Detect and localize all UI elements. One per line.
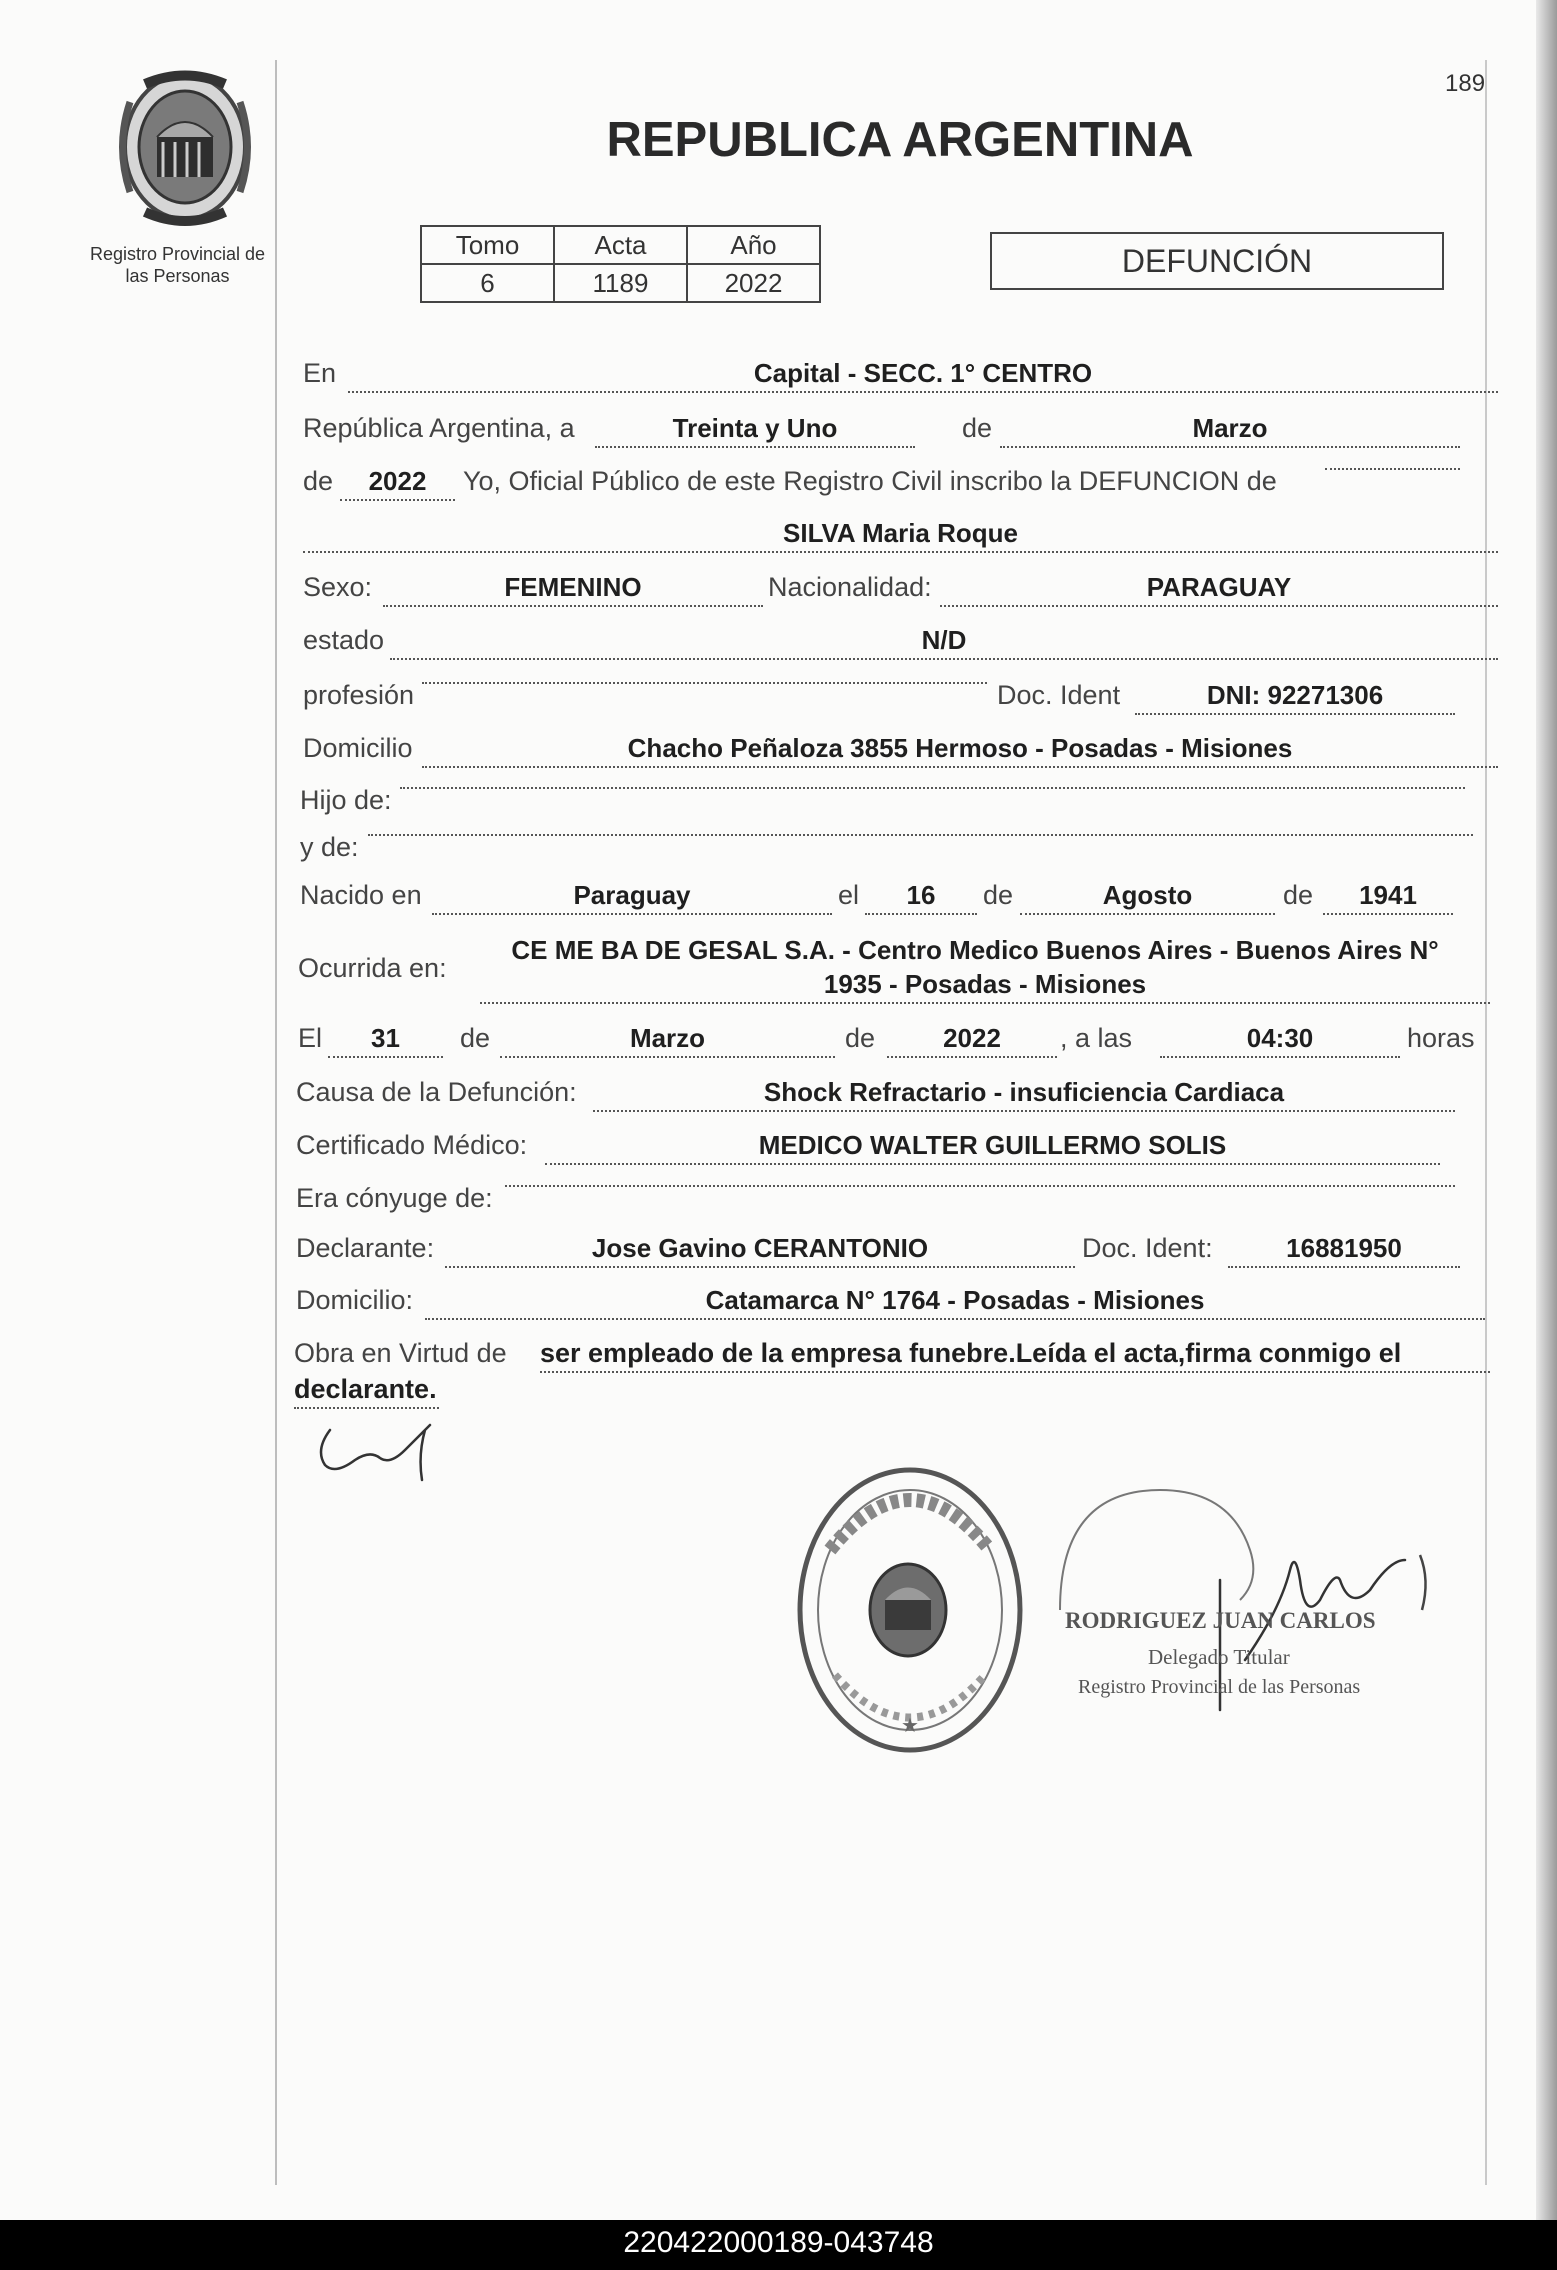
- registry-label-line2: las Personas: [125, 266, 230, 286]
- field-declarante-doc: 16881950: [1228, 1233, 1460, 1268]
- label-nacido-en: Nacido en: [300, 880, 422, 910]
- label-nacionalidad: Nacionalidad:: [768, 572, 932, 602]
- field-obra-line1: ser empleado de la empresa funebre.Leída el acta,firma conmigo el: [540, 1338, 1490, 1373]
- field-profesion: [422, 680, 987, 684]
- label-y-de: y de:: [300, 832, 359, 862]
- registry-label: [70, 243, 285, 287]
- main-title: REPUBLICA ARGENTINA: [606, 113, 1194, 167]
- field-def-anio: 2022: [887, 1023, 1057, 1058]
- label-ocurrida-en: Ocurrida en:: [298, 953, 447, 983]
- field-causa: Shock Refractario - insuficiencia Cardiaca: [593, 1077, 1455, 1112]
- scan-edge-shadow: [1536, 0, 1557, 2220]
- label-de-mes: de: [962, 413, 993, 443]
- label-yo-oficial: Yo, Oficial Público de este Registro Civil inscribo la DEFUNCION de: [463, 466, 1277, 496]
- field-sexo: FEMENINO: [383, 572, 763, 607]
- official-name: RODRIGUEZ JUAN CARLOS: [1065, 1608, 1376, 1633]
- field-certificado: MEDICO WALTER GUILLERMO SOLIS: [545, 1130, 1440, 1165]
- field-dia-texto: Treinta y Uno: [595, 413, 915, 448]
- field-dni: DNI: 92271306: [1135, 680, 1455, 715]
- field-ocurrida-line1: CE ME BA DE GESAL S.A. - Centro Medico Buenos Aires - Buenos Aires N°: [511, 935, 1439, 965]
- label-el-nac: el: [838, 880, 860, 910]
- field-hora: 04:30: [1160, 1023, 1400, 1058]
- label-sexo: Sexo:: [303, 572, 373, 602]
- label-causa: Causa de la Defunción:: [296, 1077, 577, 1107]
- field-nacido-en: Paraguay: [432, 880, 832, 915]
- label-de-nac-mes: de: [983, 880, 1014, 910]
- label-declarante: Declarante:: [296, 1233, 435, 1263]
- label-el-def: El: [298, 1023, 323, 1053]
- label-profesion: profesión: [303, 680, 415, 710]
- label-certificado: Certificado Médico:: [296, 1130, 528, 1160]
- field-hijo-de: [400, 785, 1465, 789]
- field-ocurrida-line2: 1935 - Posadas - Misiones: [480, 969, 1490, 1004]
- field-y-de: [368, 832, 1473, 836]
- field-def-mes: Marzo: [500, 1023, 835, 1058]
- label-obra: Obra en Virtud de: [294, 1338, 507, 1368]
- label-de-def-mes: de: [460, 1023, 491, 1053]
- field-def-dia: 31: [328, 1023, 443, 1058]
- field-nac-dia: 16: [865, 880, 977, 915]
- official-org: Registro Provincial de las Personas: [1078, 1676, 1361, 1698]
- field-obra-line2: declarante.: [294, 1374, 439, 1409]
- field-declarante-domicilio: Catamarca N° 1764 - Posadas - Misiones: [425, 1285, 1485, 1320]
- registry-label-line1: Registro Provincial de: [89, 244, 266, 264]
- field-conyuge: [505, 1183, 1455, 1187]
- acta-reference-table: [420, 225, 821, 303]
- label-conyuge: Era cónyuge de:: [296, 1183, 493, 1213]
- label-doc-ident-declarante: Doc. Ident:: [1082, 1233, 1213, 1263]
- field-nac-mes: Agosto: [1020, 880, 1275, 915]
- label-doc-ident: Doc. Ident: [997, 680, 1121, 710]
- field-lugar: Capital - SECC. 1° CENTRO: [348, 358, 1498, 393]
- misiones-emblem-icon: [105, 62, 265, 232]
- acta-value-acta: 1189: [554, 264, 687, 302]
- page-number: 189: [1445, 70, 1486, 97]
- declarante-signature-icon: [310, 1410, 460, 1490]
- official-signature-icon: [1050, 1460, 1450, 1750]
- label-en: En: [303, 358, 337, 388]
- official-role: Delegado Titular: [1148, 1645, 1290, 1669]
- field-nacionalidad: PARAGUAY: [940, 572, 1498, 607]
- field-nac-anio: 1941: [1323, 880, 1453, 915]
- document-type-box: DEFUNCIÓN: [990, 232, 1444, 290]
- acta-value-row: [421, 264, 820, 302]
- svg-text:★: ★: [901, 1713, 919, 1737]
- field-estado: N/D: [390, 625, 1498, 660]
- official-seal-icon: [790, 1460, 1030, 1760]
- acta-header-row: [421, 226, 820, 264]
- label-de-anio: de: [303, 466, 334, 496]
- field-anio: 2022: [340, 466, 455, 501]
- label-domicilio: Domicilio: [303, 733, 413, 763]
- label-de-nac-anio: de: [1283, 880, 1314, 910]
- footer-document-id: 220422000189-043748: [623, 2226, 934, 2259]
- field-nombre: SILVA Maria Roque: [303, 518, 1498, 553]
- label-de-def-anio: de: [845, 1023, 876, 1053]
- field-domicilio: Chacho Peñaloza 3855 Hermoso - Posadas - Misiones: [422, 733, 1498, 768]
- acta-header-anio: Año: [687, 226, 820, 264]
- left-margin-line: [275, 60, 277, 2185]
- field-mes: Marzo: [1000, 413, 1460, 448]
- acta-value-tomo: 6: [421, 264, 554, 302]
- acta-header-acta: Acta: [554, 226, 687, 264]
- label-a-las: , a las: [1060, 1023, 1133, 1053]
- label-horas: horas: [1407, 1023, 1475, 1053]
- label-hijo-de: Hijo de:: [300, 785, 392, 815]
- label-republica: República Argentina, a: [303, 413, 575, 443]
- field-blank-after-defuncion: [1325, 466, 1460, 470]
- field-declarante: Jose Gavino CERANTONIO: [445, 1233, 1075, 1268]
- label-domicilio-declarante: Domicilio:: [296, 1285, 414, 1315]
- acta-value-anio: 2022: [687, 264, 820, 302]
- label-estado: estado: [303, 625, 385, 655]
- acta-header-tomo: Tomo: [421, 226, 554, 264]
